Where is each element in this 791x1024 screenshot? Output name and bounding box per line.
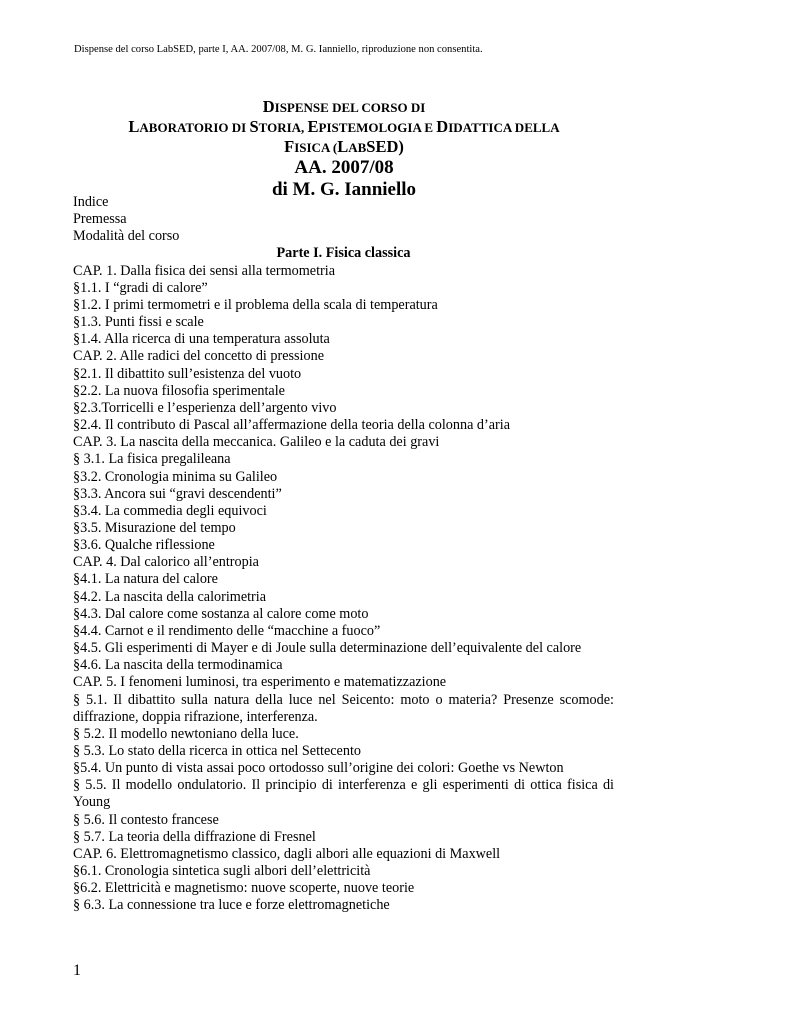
- toc-section: §2.2. La nuova filosofia sperimentale: [73, 382, 285, 399]
- toc-section: §2.1. Il dibattito sull’esistenza del vuoto: [73, 365, 302, 382]
- toc-section: § 5.6. Il contesto francese: [73, 811, 219, 828]
- toc-section: §1.4. Alla ricerca di una temperatura assoluta: [73, 331, 330, 348]
- toc-chapter: CAP. 6. Elettromagnetismo classico, dagli albori alle equazioni di Maxwell: [73, 845, 501, 862]
- title-smallcaps: ISPENSE DEL CORSO DI: [274, 100, 426, 115]
- toc-section: §3.3. Ancora sui “gravi descendenti”: [73, 485, 282, 502]
- running-header: Dispense del corso LabSED, parte I, AA. 2007/08, M. G. Ianniello, riproduzione non consentita.: [74, 44, 483, 55]
- document-title: [74, 97, 614, 201]
- toc-chapter: CAP. 1. Dalla fisica dei sensi alla termometria: [73, 262, 336, 279]
- title-smallcaps: IDATTICA DELLA: [448, 120, 560, 135]
- toc-section: § 5.5. Il modello ondulatorio. Il principio di interferenza e gli esperimenti di ottica fisica di Young: [73, 777, 614, 811]
- toc-section: § 5.2. Il modello newtoniano della luce.: [73, 725, 299, 742]
- toc-section: §1.3. Punti fissi e scale: [73, 314, 204, 331]
- toc-section: §1.2. I primi termometri e il problema della scala di temperatura: [73, 296, 438, 313]
- toc-chapter: CAP. 2. Alle radici del concetto di pressione: [73, 348, 324, 365]
- toc-section: §4.6. La nascita della termodinamica: [73, 657, 283, 674]
- title-cap: E: [307, 117, 319, 136]
- front-matter-modalita: Modalità del corso: [73, 228, 180, 245]
- toc-section: §4.4. Carnot e il rendimento delle “macchine a fuoco”: [73, 622, 381, 639]
- front-matter-premessa: Premessa: [73, 211, 127, 228]
- title-cap: D: [436, 117, 449, 136]
- toc-section: § 5.1. Il dibattito sulla natura della luce nel Seicento: moto o materia? Presenze scomode: diffrazione, doppia rifrazione, interferenza.: [73, 691, 614, 725]
- toc-section: §2.4. Il contributo di Pascal all’affermazione della teoria della colonna d’aria: [73, 417, 511, 434]
- toc-chapter: CAP. 4. Dal calorico all’entropia: [73, 554, 259, 571]
- title-author: di M. G. Ianniello: [271, 179, 417, 200]
- title-smallcaps: ISICA (: [294, 140, 338, 155]
- toc-section: §3.6. Qualche riflessione: [73, 537, 215, 554]
- toc-section: §4.1. La natura del calore: [73, 571, 218, 588]
- front-matter-index: Indice: [73, 194, 109, 210]
- title-line-2: [74, 117, 614, 137]
- toc-section: §4.5. Gli esperimenti di Mayer e di Joule sulla determinazione dell’equivalente del calore: [73, 640, 582, 657]
- toc-section: § 3.1. La fisica pregalileana: [73, 451, 231, 468]
- title-cap: SED): [366, 137, 404, 156]
- page-number: 1: [73, 962, 81, 979]
- title-smallcaps: TORIA,: [258, 120, 308, 135]
- toc-section: §5.4. Un punto di vista assai poco ortodosso sull’origine dei colori: Goethe vs Newton: [73, 760, 564, 777]
- toc-chapter: CAP. 5. I fenomeni luminosi, tra esperimento e matematizzazione: [73, 674, 447, 691]
- table-of-contents: [73, 194, 614, 915]
- title-cap: S: [249, 117, 259, 136]
- toc-section: §4.2. La nascita della calorimetria: [73, 588, 267, 605]
- toc-section: § 5.7. La teoria della diffrazione di Fresnel: [73, 828, 316, 845]
- title-line-3: [74, 137, 614, 157]
- title-line-1: [74, 97, 614, 117]
- toc-section: §1.1. I “gradi di calore”: [73, 279, 208, 296]
- toc-section: § 5.3. Lo stato della ricerca in ottica nel Settecento: [73, 743, 361, 759]
- toc-section: §3.2. Cronologia minima su Galileo: [73, 468, 278, 485]
- toc-chapter: CAP. 3. La nascita della meccanica. Galileo e la caduta dei gravi: [73, 434, 440, 451]
- toc-section: §4.3. Dal calore come sostanza al calore come moto: [73, 605, 369, 622]
- toc-section: § 6.3. La connessione tra luce e forze elettromagnetiche: [73, 897, 390, 914]
- title-year: AA. 2007/08: [294, 157, 394, 178]
- title-cap: L: [128, 117, 140, 136]
- title-cap: D: [262, 97, 275, 116]
- part-title: Parte I. Fisica classica: [276, 245, 411, 262]
- toc-section: §2.3.Torricelli e l’esperienza dell’argento vivo: [73, 399, 337, 416]
- toc-section: §6.2. Elettricità e magnetismo: nuove scoperte, nuove teorie: [73, 880, 415, 897]
- title-cap: F: [284, 137, 295, 156]
- toc-section: §3.5. Misurazione del tempo: [73, 519, 236, 536]
- toc-section: §6.1. Cronologia sintetica sugli albori dell’elettricità: [73, 863, 371, 880]
- title-cap: L: [337, 137, 349, 156]
- toc-section: §3.4. La commedia degli equivoci: [73, 502, 267, 519]
- title-smallcaps: PISTEMOLOGIA E: [318, 120, 437, 135]
- title-smallcaps: AB: [348, 140, 367, 155]
- title-smallcaps: ABORATORIO DI: [139, 120, 250, 135]
